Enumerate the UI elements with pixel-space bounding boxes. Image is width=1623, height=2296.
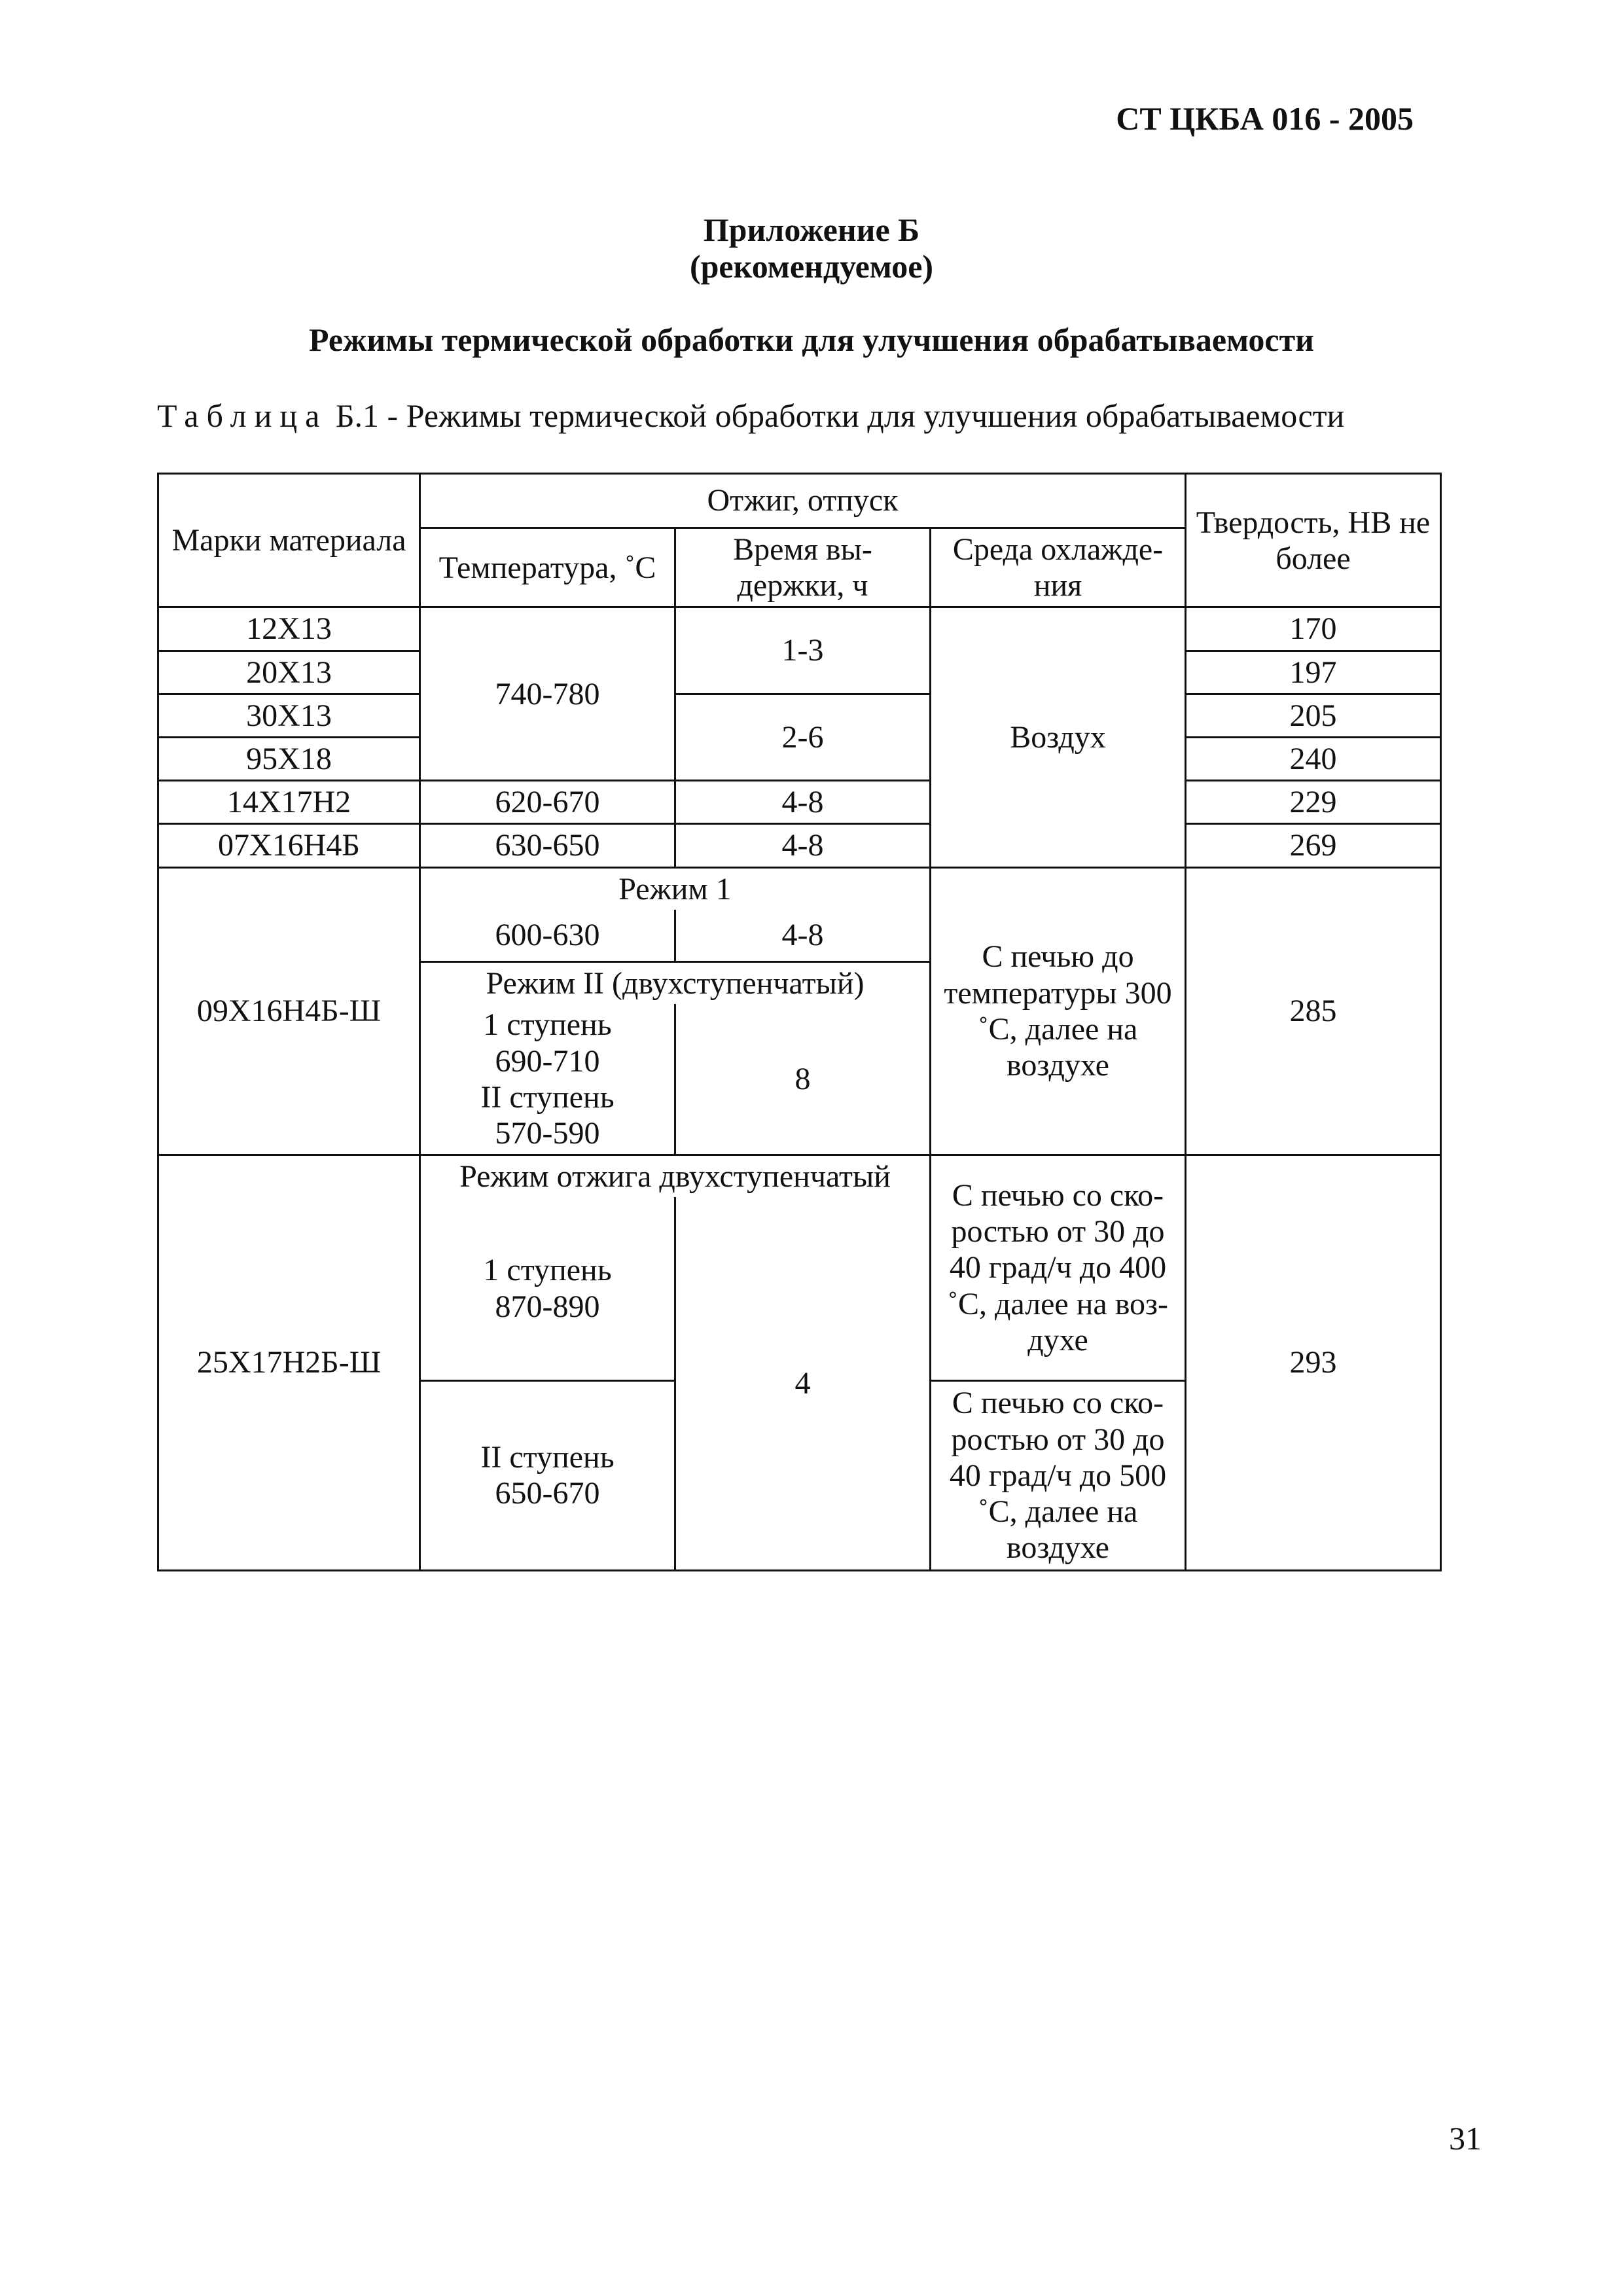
header-time: Время вы-держки, ч: [675, 528, 931, 607]
table-row: [158, 781, 1441, 824]
stage-temperature: 650-670: [495, 1476, 600, 1511]
stages-cell: [420, 1380, 675, 1570]
table-header-row: [158, 474, 1441, 528]
hardness-cell: 205: [1186, 694, 1441, 737]
stage-label: II ступень: [480, 1079, 615, 1115]
hardness-cell: 285: [1186, 867, 1441, 1155]
caption-number: Б.1 -: [335, 397, 399, 434]
time-cell: 8: [675, 1004, 931, 1155]
time-cell: 4-8: [675, 910, 931, 962]
stage-label: 1 ступень: [483, 1007, 612, 1043]
annex-title: Приложение Б: [703, 211, 920, 248]
table-caption: [157, 397, 1344, 435]
time-cell: 4-8: [675, 824, 931, 867]
cooling-cell: С печью со ско-ростью от 30 до 40 град/ч до 400 ˚С, далее на воз-духе: [931, 1155, 1186, 1381]
table-row: [158, 694, 1441, 737]
stage-label: II ступень: [480, 1440, 615, 1475]
grade-cell: 09Х16Н4Б-Ш: [158, 867, 420, 1155]
stage-temperature: 570-590: [495, 1115, 600, 1151]
hardness-cell: 170: [1186, 607, 1441, 651]
header-cooling: Среда охлажде-ния: [931, 528, 1186, 607]
grade-cell: 07Х16Н4Б: [158, 824, 420, 867]
grade-cell: 25Х17Н2Б-Ш: [158, 1155, 420, 1571]
hardness-cell: 269: [1186, 824, 1441, 867]
section-title: Режимы термической обработки для улучшения обрабатываемости: [309, 321, 1314, 358]
header-hardness: Твердость, НВ не более: [1186, 474, 1441, 607]
header-annealing-group: Отжиг, отпуск: [420, 474, 1186, 528]
heat-treatment-table: [157, 473, 1442, 1571]
hardness-cell: 293: [1186, 1155, 1441, 1571]
mode-label: Режим II (двухступенчатый): [420, 962, 931, 1005]
cooling-cell: С печью до температуры 300 ˚С, далее на воздухе: [931, 867, 1186, 1155]
page-number: 31: [1449, 2120, 1482, 2157]
time-cell: 1-3: [675, 607, 931, 694]
header-temperature: Температура, ˚С: [420, 528, 675, 607]
grade-cell: 14Х17Н2: [158, 781, 420, 824]
grade-cell: 12Х13: [158, 607, 420, 651]
document-code: СТ ЦКБА 016 - 2005: [1116, 100, 1414, 137]
time-cell: 4-8: [675, 781, 931, 824]
hardness-cell: 240: [1186, 737, 1441, 780]
temperature-cell: 620-670: [420, 781, 675, 824]
table-row: [158, 607, 1441, 651]
stage-temperature: 690-710: [495, 1043, 600, 1079]
stages-cell: [420, 1197, 675, 1380]
cooling-cell: С печью со ско-ростью от 30 до 40 град/ч до 500 ˚С, далее на воздухе: [931, 1380, 1186, 1570]
annex-note: (рекомендуемое): [689, 248, 934, 285]
header-material: Марки материала: [158, 474, 420, 607]
temperature-cell: 600-630: [420, 910, 675, 962]
table-row: [158, 824, 1441, 867]
table-row: [158, 1155, 1441, 1198]
hardness-cell: 229: [1186, 781, 1441, 824]
time-cell: 4: [675, 1197, 931, 1570]
stage-label: 1 ступень: [483, 1253, 612, 1288]
table-row: [158, 867, 1441, 910]
time-cell: 2-6: [675, 694, 931, 780]
grade-cell: 20Х13: [158, 651, 420, 694]
temperature-cell: 740-780: [420, 607, 675, 781]
stages-cell: [420, 1004, 675, 1155]
cooling-cell: Воздух: [931, 607, 1186, 867]
mode-label: Режим отжига двухступенчатый: [420, 1155, 931, 1198]
grade-cell: 30Х13: [158, 694, 420, 737]
grade-cell: 95Х18: [158, 737, 420, 780]
mode-label: Режим 1: [420, 867, 931, 910]
caption-text: Режимы термической обработки для улучшения обрабатываемости: [406, 397, 1345, 434]
hardness-cell: 197: [1186, 651, 1441, 694]
caption-label: Таблица: [157, 397, 328, 434]
temperature-cell: 630-650: [420, 824, 675, 867]
stage-temperature: 870-890: [495, 1289, 600, 1324]
